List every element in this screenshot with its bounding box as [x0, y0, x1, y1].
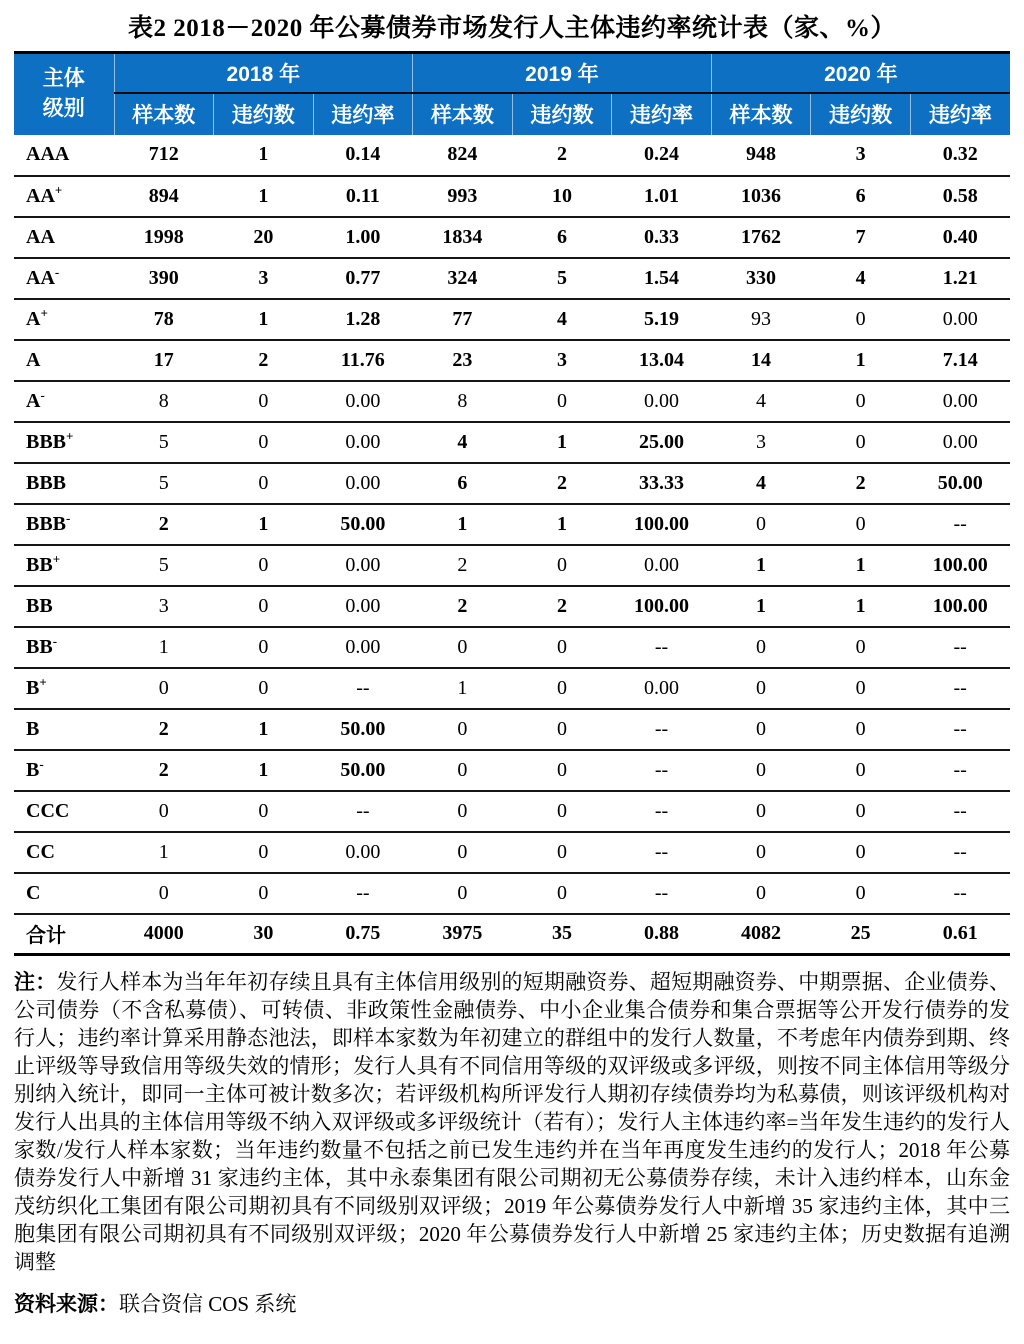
table-cell: --: [910, 627, 1010, 668]
table-row: [14, 668, 1010, 709]
table-cell: 1.01: [612, 176, 712, 217]
subheader-row: [14, 93, 1010, 135]
table-header: [14, 53, 1010, 135]
rating-label: A: [14, 340, 114, 381]
subheader-sample-2019: 样本数: [413, 93, 513, 135]
table-cell: 4: [711, 381, 811, 422]
table-cell: 0: [214, 463, 314, 504]
table-cell: 3: [711, 422, 811, 463]
rating-sign: +: [66, 427, 74, 443]
table-cell: 5: [114, 422, 214, 463]
table-cell: 0: [413, 873, 513, 914]
table-cell: 0: [214, 668, 314, 709]
table-cell: 0: [114, 668, 214, 709]
table-cell: 0.00: [612, 668, 712, 709]
table-cell: 2: [512, 135, 612, 176]
table-cell: 1: [413, 504, 513, 545]
table-row: [14, 217, 1010, 258]
subheader-sample-2020: 样本数: [711, 93, 811, 135]
rating-label: AA-: [14, 258, 114, 299]
rating-label: B+: [14, 668, 114, 709]
table-title: 表2 2018－2020 年公募债券市场发行人主体违约率统计表（家、%）: [127, 15, 896, 42]
table-cell: 100.00: [612, 586, 712, 627]
table-cell: 4082: [741, 922, 782, 945]
table-cell: 50.00: [313, 750, 413, 791]
table-cell: 6: [512, 217, 612, 258]
year-header-2019: 2019 年: [413, 53, 712, 93]
table-cell: 4: [413, 422, 513, 463]
table-cell: 4000: [143, 922, 184, 945]
rating-label: BBB: [14, 463, 114, 504]
table-cell: 0: [811, 422, 911, 463]
table-cell: 3975: [442, 922, 483, 945]
rating-label: BBB+: [14, 422, 114, 463]
table-cell: 993: [413, 176, 513, 217]
table-cell: --: [612, 627, 712, 668]
table-cell: 0: [811, 791, 911, 832]
table-row: [14, 422, 1010, 463]
table-cell: 4: [811, 258, 911, 299]
table-row: [14, 832, 1010, 873]
subheader-sample-2018: 样本数: [114, 93, 214, 135]
corner-header: [14, 53, 114, 135]
table-cell: 0.00: [313, 545, 413, 586]
table-cell: 0.75: [345, 922, 381, 945]
table-cell: 0: [512, 832, 612, 873]
table-row: [14, 340, 1010, 381]
table-cell: --: [910, 504, 1010, 545]
table-cell: 1: [114, 832, 214, 873]
table-cell: 0: [413, 709, 513, 750]
rating-label: AA: [14, 217, 114, 258]
table-cell: 0: [214, 545, 314, 586]
table-cell: --: [910, 832, 1010, 873]
table-cell: --: [910, 791, 1010, 832]
table-cell: 0.00: [910, 299, 1010, 340]
table-cell: 0: [214, 381, 314, 422]
table-cell: 1.21: [910, 258, 1010, 299]
table-cell: 1: [811, 340, 911, 381]
table-row: [14, 545, 1010, 586]
table-cell: 0.00: [910, 422, 1010, 463]
table-cell: 5.19: [612, 299, 712, 340]
table-cell: 0: [114, 873, 214, 914]
table-cell: 11.76: [313, 340, 413, 381]
table-cell: 0: [811, 668, 911, 709]
notes: [14, 968, 1010, 1276]
rating-label: A+: [14, 299, 114, 340]
table-cell: 0.00: [313, 381, 413, 422]
table-cell: 0: [711, 668, 811, 709]
table-cell: 330: [711, 258, 811, 299]
table-cell: 0: [512, 873, 612, 914]
table-cell: 0: [711, 832, 811, 873]
table-cell: 2: [214, 340, 314, 381]
table-cell: 0.00: [313, 627, 413, 668]
table-cell: 33.33: [612, 463, 712, 504]
table-row: [14, 586, 1010, 627]
table-cell: 0.00: [612, 545, 712, 586]
table-cell: 10: [512, 176, 612, 217]
table-cell: 0.11: [313, 176, 413, 217]
table-cell: 3: [512, 340, 612, 381]
table-cell: 1: [214, 504, 314, 545]
table-cell: 1.00: [313, 217, 413, 258]
subheader-defaults-2020: 违约数: [811, 93, 911, 135]
table-row: [14, 381, 1010, 422]
table-cell: 0.32: [910, 135, 1010, 176]
table-cell: 1: [214, 176, 314, 217]
table-cell: 0: [114, 791, 214, 832]
subheader-defaults-2018: 违约数: [214, 93, 314, 135]
rating-label: CC: [14, 832, 114, 873]
table-cell: 1036: [711, 176, 811, 217]
table-cell: 6: [811, 176, 911, 217]
rating-sign: -: [52, 632, 58, 648]
table-cell: 3: [214, 258, 314, 299]
table-cell: 1762: [711, 217, 811, 258]
rating-sign: -: [54, 263, 60, 279]
year-header-2018: 2018 年: [114, 53, 413, 93]
table-row: [14, 791, 1010, 832]
rating-label: AA+: [14, 176, 114, 217]
table-cell: 324: [413, 258, 513, 299]
rating-label: A-: [14, 381, 114, 422]
rating-sign: +: [52, 550, 61, 566]
table-cell: 2: [512, 463, 612, 504]
table-row: [14, 504, 1010, 545]
table-cell: 0: [214, 832, 314, 873]
table-cell: 2: [811, 463, 911, 504]
table-row: [14, 299, 1010, 340]
rating-label: BBB-: [14, 504, 114, 545]
rating-sign: +: [40, 304, 48, 320]
table-cell: 2: [114, 750, 214, 791]
table-cell: 0.00: [313, 422, 413, 463]
table-cell: 2: [512, 586, 612, 627]
table-cell: 712: [114, 135, 214, 176]
table-cell: 0: [811, 627, 911, 668]
table-cell: 0: [711, 873, 811, 914]
table-cell: 894: [114, 176, 214, 217]
source-line: [14, 1288, 1010, 1318]
table-cell: 0: [413, 627, 513, 668]
table-row: [14, 258, 1010, 299]
table-cell: 7: [811, 217, 911, 258]
table-cell: 5: [114, 463, 214, 504]
table-cell: 0: [214, 627, 314, 668]
table-cell: 0.88: [644, 922, 679, 945]
table-cell: 7.14: [910, 340, 1010, 381]
table-cell: 30: [253, 922, 274, 945]
table-cell: 0: [214, 791, 314, 832]
notes-body: 发行人样本为当年年初存续且具有主体信用级别的短期融资券、超短期融资券、中期票据、企业债券、公司债券（不含私募债）、可转债、非政策性金融债券、中小企业集合债券和集合票据等公开发行债券的发行人；违约率计算采用静态池法，即样本家数为年初建立的群组中的发行人数量，不考虑年内债券到期、终止评级等导致信用等级失效的情形；发行人具有不同信用等级的双评级或多评级，则按不同主体信用等级分别纳入统计，即同一主体可被计数多次；若评级机构所评发行人期初存续债券均为私募债，则该评级机构对发行人出具的主体信用等级不纳入双评级或多评级统计（若有）；发行人主体违约率=当年发生违约的发行人家数/发行人样本家数；当年违约数量不包括之前已发生违约并在当年再度发生违约的发行人；2018 年公募债券发行人中新增 31 家违约主体，其中永泰集团有限公司期初无公募债券存续，未计入违约样本，山东金茂纺织化工集团有限公司期初具有不同级别双评级；2019 年公募债券发行人中新增 35 家违约主体，其中三胞集团有限公司期初具有不同级别双评级；2020 年公募债券发行人中新增 25 家违约主体；历史数据有追溯调整: [14, 970, 1011, 1274]
table-row: [14, 176, 1010, 217]
table-cell: 0: [214, 873, 314, 914]
table-cell: 0: [512, 545, 612, 586]
table-cell: 50.00: [313, 504, 413, 545]
table-row: [14, 750, 1010, 791]
table-cell: --: [612, 791, 712, 832]
table-cell: 50.00: [910, 463, 1010, 504]
table-row: [14, 709, 1010, 750]
source-prefix: 资料来源：: [14, 1292, 119, 1316]
total-label: 合计: [26, 925, 66, 948]
table-cell: 824: [413, 135, 513, 176]
table-cell: 1: [711, 545, 811, 586]
table-cell: 25: [850, 922, 871, 945]
table-cell: 0: [811, 832, 911, 873]
total-row: [14, 914, 1010, 955]
table-cell: 1: [512, 504, 612, 545]
table-cell: 0: [512, 791, 612, 832]
table-body: [14, 135, 1010, 955]
year-header-row: [14, 53, 1010, 93]
rating-label: C: [14, 873, 114, 914]
table-cell: 0: [413, 791, 513, 832]
table-cell: 0.33: [612, 217, 712, 258]
rating-label: AAA: [14, 135, 114, 176]
table-cell: 0: [811, 504, 911, 545]
table-cell: --: [910, 668, 1010, 709]
rating-sign: +: [39, 673, 47, 689]
table-cell: 0.14: [313, 135, 413, 176]
table-cell: 0.58: [910, 176, 1010, 217]
table-cell: 0: [811, 709, 911, 750]
table-cell: 0: [512, 668, 612, 709]
table-cell: 0: [711, 791, 811, 832]
table-cell: 50.00: [313, 709, 413, 750]
table-cell: 0: [512, 709, 612, 750]
table-cell: 0: [413, 832, 513, 873]
table-cell: 1: [114, 627, 214, 668]
table-cell: 1: [711, 586, 811, 627]
table-cell: 0.00: [313, 586, 413, 627]
table-cell: --: [313, 873, 413, 914]
corner-line1: 主体: [42, 66, 85, 90]
table-cell: 1: [214, 299, 314, 340]
table-cell: 0.00: [313, 832, 413, 873]
table-cell: 0: [711, 750, 811, 791]
table-cell: 2: [413, 586, 513, 627]
table-cell: 0.40: [910, 217, 1010, 258]
table-cell: --: [313, 791, 413, 832]
table-cell: --: [910, 750, 1010, 791]
table-cell: 0: [512, 750, 612, 791]
rating-label: BB+: [14, 545, 114, 586]
table-row: [14, 873, 1010, 914]
table-cell: 1.54: [612, 258, 712, 299]
table-cell: 1834: [413, 217, 513, 258]
rating-label: BB-: [14, 627, 114, 668]
rating-sign: +: [54, 181, 63, 197]
year-header-2020: 2020 年: [711, 53, 1010, 93]
table-cell: 4: [711, 463, 811, 504]
table-cell: 13.04: [612, 340, 712, 381]
table-cell: --: [910, 873, 1010, 914]
table-cell: 0: [811, 873, 911, 914]
table-cell: 3: [811, 135, 911, 176]
table-cell: 1: [512, 422, 612, 463]
table-cell: 2: [413, 545, 513, 586]
table-cell: 0: [214, 422, 314, 463]
rating-sign: -: [40, 386, 45, 402]
table-cell: 1998: [114, 217, 214, 258]
table-cell: 6: [413, 463, 513, 504]
table-cell: 1: [214, 709, 314, 750]
table-cell: 5: [114, 545, 214, 586]
source-text: 联合资信 COS 系统: [119, 1292, 297, 1316]
table-cell: 78: [114, 299, 214, 340]
table-cell: 0: [811, 381, 911, 422]
table-cell: 35: [551, 922, 572, 945]
table-cell: 25.00: [612, 422, 712, 463]
table-cell: 8: [114, 381, 214, 422]
table-cell: 100.00: [612, 504, 712, 545]
table-cell: 1: [811, 586, 911, 627]
table-cell: --: [612, 832, 712, 873]
table-row: [14, 135, 1010, 176]
table-cell: 1: [214, 750, 314, 791]
rating-sign: -: [39, 755, 44, 771]
table-cell: --: [612, 750, 712, 791]
table-cell: 0: [711, 709, 811, 750]
table-row: [14, 627, 1010, 668]
table-cell: 20: [214, 217, 314, 258]
table-cell: 100.00: [910, 586, 1010, 627]
notes-prefix: 注：: [14, 970, 57, 994]
table-cell: 0.00: [612, 381, 712, 422]
table-cell: 4: [512, 299, 612, 340]
subheader-defaults-2019: 违约数: [512, 93, 612, 135]
default-rate-table: [14, 51, 1010, 956]
rating-label: BB: [14, 586, 114, 627]
table-cell: 1: [214, 135, 314, 176]
table-cell: 0: [811, 299, 911, 340]
table-cell: --: [612, 873, 712, 914]
table-cell: 0.61: [942, 922, 978, 945]
rating-sign: -: [66, 509, 71, 525]
table-cell: 0: [711, 627, 811, 668]
table-cell: 0: [711, 504, 811, 545]
table-cell: 77: [413, 299, 513, 340]
table-cell: 14: [711, 340, 811, 381]
table-cell: 17: [114, 340, 214, 381]
table-cell: 1: [413, 668, 513, 709]
rating-label: B: [14, 709, 114, 750]
table-cell: --: [313, 668, 413, 709]
rating-label: B-: [14, 750, 114, 791]
table-cell: 0: [512, 381, 612, 422]
table-cell: 0.00: [313, 463, 413, 504]
table-cell: 1: [811, 545, 911, 586]
table-cell: --: [910, 709, 1010, 750]
table-cell: 8: [413, 381, 513, 422]
table-cell: 390: [114, 258, 214, 299]
rating-label: CCC: [14, 791, 114, 832]
subheader-rate-2020: 违约率: [910, 93, 1010, 135]
table-cell: 948: [711, 135, 811, 176]
table-cell: 2: [114, 504, 214, 545]
table-cell: 0.24: [612, 135, 712, 176]
table-row: [14, 463, 1010, 504]
corner-line2: 级别: [42, 97, 85, 121]
table-cell: 23: [413, 340, 513, 381]
table-cell: 100.00: [910, 545, 1010, 586]
table-cell: 0: [413, 750, 513, 791]
subheader-rate-2019: 违约率: [612, 93, 712, 135]
table-cell: 3: [114, 586, 214, 627]
table-cell: 93: [711, 299, 811, 340]
table-cell: 0: [512, 627, 612, 668]
subheader-rate-2018: 违约率: [313, 93, 413, 135]
table-cell: 0: [811, 750, 911, 791]
table-cell: 1.28: [313, 299, 413, 340]
table-cell: 5: [512, 258, 612, 299]
table-cell: --: [612, 709, 712, 750]
table-cell: 2: [114, 709, 214, 750]
table-cell: 0.00: [910, 381, 1010, 422]
table-cell: 0: [214, 586, 314, 627]
table-cell: 0.77: [313, 258, 413, 299]
